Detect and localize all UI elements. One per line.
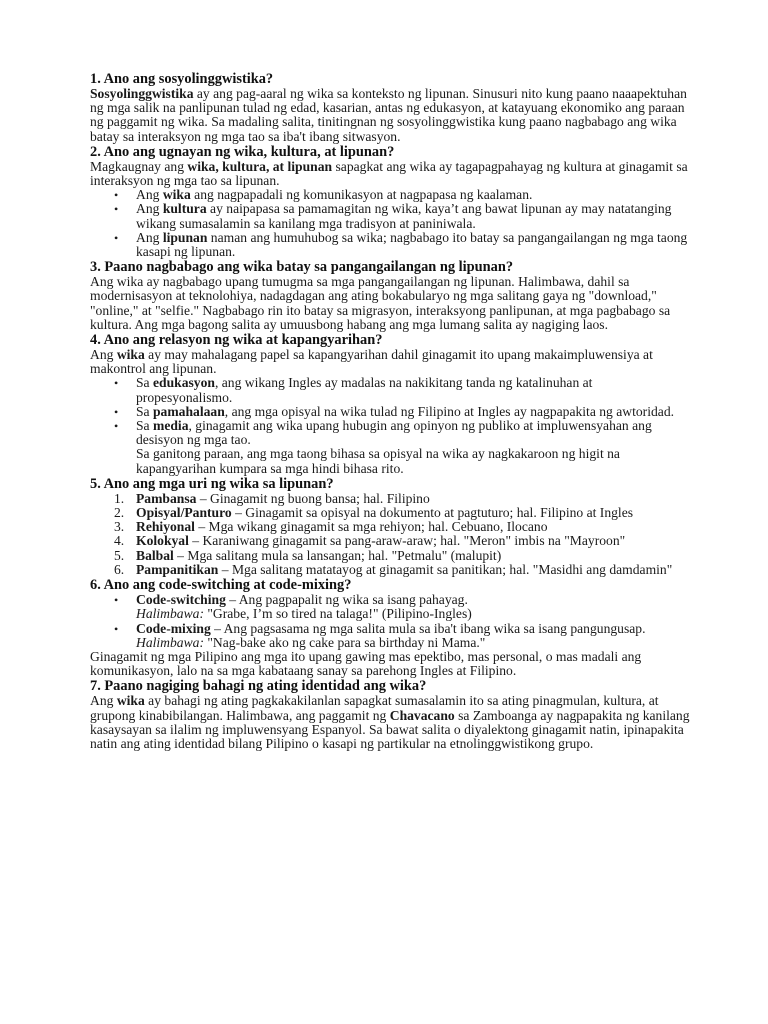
text-run: Sa: [136, 418, 153, 434]
continuation-text: Sa ganitong paraan, ang mga taong bihasa sa opisyal na wika ay nagkakaroon ng higit na kapangyarihan kumpara sa mga hindi bihasa rito.: [136, 446, 620, 476]
document-body: [90, 71, 690, 751]
bold-term: wika, kultura, at lipunan: [187, 158, 333, 174]
paragraph: [90, 87, 690, 144]
section-heading: 6. Ano ang code-switching at code-mixing?: [90, 577, 352, 594]
section-6: [90, 577, 690, 678]
list-item: [90, 188, 690, 202]
list-item: [90, 419, 690, 476]
bold-term: Code-switching: [136, 592, 226, 608]
bold-term: wika: [162, 187, 191, 203]
text-run: – Ang pagsasama ng mga salita mula sa iba't ibang wika sa isang pangungusap.: [210, 620, 646, 636]
list-item: [90, 593, 690, 621]
text-run: – Mga salitang matatayog at ginagamit sa panitikan; hal. "Masidhi ang damdamin": [218, 561, 673, 577]
list-item: [90, 405, 690, 419]
list-item: [90, 492, 690, 506]
text-run: Ang: [90, 693, 117, 709]
section-heading: 3. Paano nagbabago ang wika batay sa pangangailangan ng lipunan?: [90, 259, 514, 276]
section-7: [90, 678, 690, 751]
list-number: 5.: [114, 547, 125, 563]
text-run: ay ang pag-aaral ng wika sa konteksto ng lipunan. Sinusuri nito kung paano naaapektuhan ng mga salik na panlipunan tulad ng edad, kasarian, antas ng edukasyon, at katayuang ekonomiko ang paraan ng paggamit ng wika. Sa madaling salita, tinitingnan ng sosyolinggwistika kung paano nagbabago ang wika batay sa interaksyon ng mga tao sa iba't ibang sitwasyon.: [90, 86, 687, 144]
bold-term: Kolokyal: [136, 533, 189, 549]
bullet-icon: •: [114, 376, 119, 391]
bullet-icon: •: [114, 188, 119, 203]
bold-term: Sosyolinggwistika: [90, 86, 194, 101]
text-run: Magkaugnay ang: [90, 158, 188, 174]
bullet-list: [90, 188, 690, 259]
list-item: [90, 231, 690, 259]
text-run: Ang: [136, 201, 163, 217]
text-run: – Mga wikang ginagamit sa mga rehiyon; hal. Cebuano, Ilocano: [194, 519, 548, 535]
paragraph: [90, 694, 690, 751]
bullet-icon: •: [114, 621, 119, 636]
bold-term: wika: [116, 347, 145, 363]
section-heading: 1. Ano ang sosyolinggwistika?: [90, 71, 274, 87]
list-number: 2.: [114, 505, 125, 521]
section-3: [90, 259, 690, 332]
bold-term: Code-mixing: [136, 620, 211, 636]
section-heading: 5. Ano ang mga uri ng wika sa lipunan?: [90, 475, 334, 492]
numbered-list: [90, 492, 690, 577]
bold-term: lipunan: [162, 229, 208, 245]
text-run: sa Zamboanga ay nagpapakita ng kanilang kasaysayan sa ilalim ng impluwensyang Espanyol. Sa bawat salita o diyalektong ginagamit natin, ipinapakita natin ang ating identidad bilang Pilipino o kasapi ng partikular na etnolinggwistikong grupo.: [90, 707, 690, 751]
list-item: [90, 534, 690, 548]
text-run: naman ang humuhubog sa wika; nagbabago ito batay sa pangangailangan ng mga taong kasapi ng lipunan.: [136, 229, 688, 260]
text-run: – Karaniwang ginagamit sa pang-araw-araw; hal. "Meron" imbis na "Mayroon": [188, 533, 626, 549]
text-run: Ang: [136, 187, 163, 203]
text-run: Sa: [136, 403, 153, 419]
list-item: [90, 506, 690, 520]
list-number: 1.: [114, 490, 125, 506]
list-item: [90, 202, 690, 230]
text-run: Ang: [136, 229, 163, 245]
bold-term: Rehiyonal: [136, 519, 195, 535]
example-line: [136, 607, 690, 621]
text-run: ay may mahalagang papel sa kapangyarihan dahil ginagamit ito upang makaimpluwensiya at makontrol ang lipunan.: [90, 347, 653, 377]
section-heading: 2. Ano ang ugnayan ng wika, kultura, at lipunan?: [90, 143, 395, 160]
list-item: [90, 622, 690, 650]
text-run: ay naipapasa sa pamamagitan ng wika, kaya’t ang bawat lipunan ay may natatanging wikang sumasalamin sa kanilang mga tradisyon at paniniwala.: [136, 201, 672, 231]
list-item: [90, 520, 690, 534]
list-number: 3.: [114, 519, 125, 535]
text-run: – Ginagamit sa opisyal na dokumento at pagtuturo; hal. Filipino at Ingles: [231, 505, 634, 521]
section-4: [90, 332, 690, 476]
text-run: , ang wikang Ingles ay madalas na nakikitang tanda ng katalinuhan at propesyonalismo.: [136, 375, 593, 405]
paragraph: [90, 160, 690, 188]
section-1: [90, 71, 690, 144]
text-run: – Mga salitang mula sa lansangan; hal. "Petmalu" (malupit): [173, 547, 502, 563]
example-text: "Nag-bake ako ng cake para sa birthday ni Mama.": [203, 634, 486, 650]
example-text: "Grabe, I’m so tired na talaga!" (Pilipino-Ingles): [203, 606, 472, 622]
bold-term: Pambansa: [136, 490, 197, 506]
paragraph: [90, 348, 690, 376]
section-5: [90, 476, 690, 577]
bullet-icon: •: [114, 230, 119, 245]
bullet-list: [90, 593, 690, 650]
bullet-list: [90, 376, 690, 475]
bold-term: media: [153, 418, 189, 434]
paragraph: Ang wika ay nagbabago upang tumugma sa mga pangangailangan ng lipunan. Halimbawa, dahil sa modernisasyon at teknolohiya, nadagdagan ang ating bokabularyo ng mga salitang gaya ng "download," "online," at "selfie." Nagbabago rin ito batay sa migrasyon, interaksyong panlipunan, at mga pagbabago sa kultura. Ang mga bagong salita ay umuusbong habang ang mga lumang salita ay nagiging laos.: [90, 274, 671, 332]
bold-term: Pampanitikan: [136, 561, 219, 577]
text-run: – Ang pagpapalit ng wika sa isang pahayag.: [225, 592, 468, 608]
bold-term: Chavacano: [389, 707, 455, 723]
text-run: – Ginagamit ng buong bansa; hal. Filipino: [196, 490, 430, 506]
bullet-icon: •: [114, 202, 119, 217]
text-run: ay bahagi ng ating pagkakakilanlan sapagkat sumasalamin ito sa ating pinagmulan, kultura, at grupong kinabibilangan. Halimbawa, ang paggamit ng: [90, 693, 659, 723]
section-heading: 7. Paano nagiging bahagi ng ating identidad ang wika?: [90, 678, 427, 695]
section-heading: 4. Ano ang relasyon ng wika at kapangyarihan?: [90, 332, 383, 349]
section-2: [90, 144, 690, 259]
bold-term: pamahalaan: [153, 403, 225, 419]
bold-term: kultura: [162, 201, 207, 217]
list-number: 4.: [114, 533, 125, 549]
bold-term: edukasyon: [153, 375, 215, 391]
text-run: , ang mga opisyal na wika tulad ng Filipino at Ingles ay nagpapakita ng awtoridad.: [224, 403, 675, 419]
paragraph: Ginagamit ng mga Pilipino ang mga ito upang gawing mas epektibo, mas personal, o mas madali ang komunikasyon, lalo na sa mga kabataang sanay sa parehong Ingles at Filipino.: [90, 648, 642, 679]
bold-term: wika: [116, 693, 145, 709]
list-item: [90, 376, 690, 404]
text-run: , ginagamit ang wika upang hubugin ang opinyon ng publiko at impluwensyahan ang desisyon ng mga tao.: [136, 418, 652, 448]
example-label: Halimbawa:: [136, 606, 204, 622]
example-line: [136, 636, 690, 650]
text-run: Sa: [136, 375, 153, 391]
list-number: 6.: [114, 561, 125, 577]
bullet-icon: •: [114, 404, 119, 419]
text-run: Ang: [90, 347, 117, 363]
bold-term: Balbal: [136, 547, 174, 563]
list-item: [90, 563, 690, 577]
list-item: [90, 549, 690, 563]
text-run: sapagkat ang wika ay tagapagpahayag ng kultura at ginagamit sa interaksyon ng mga tao sa lipunan.: [90, 158, 688, 189]
bullet-icon: •: [114, 419, 119, 434]
bold-term: Opisyal/Panturo: [136, 505, 232, 521]
example-label: Halimbawa:: [136, 634, 204, 650]
text-run: ang nagpapadali ng komunikasyon at nagpapasa ng kaalaman.: [190, 187, 533, 203]
bullet-icon: •: [114, 593, 119, 608]
